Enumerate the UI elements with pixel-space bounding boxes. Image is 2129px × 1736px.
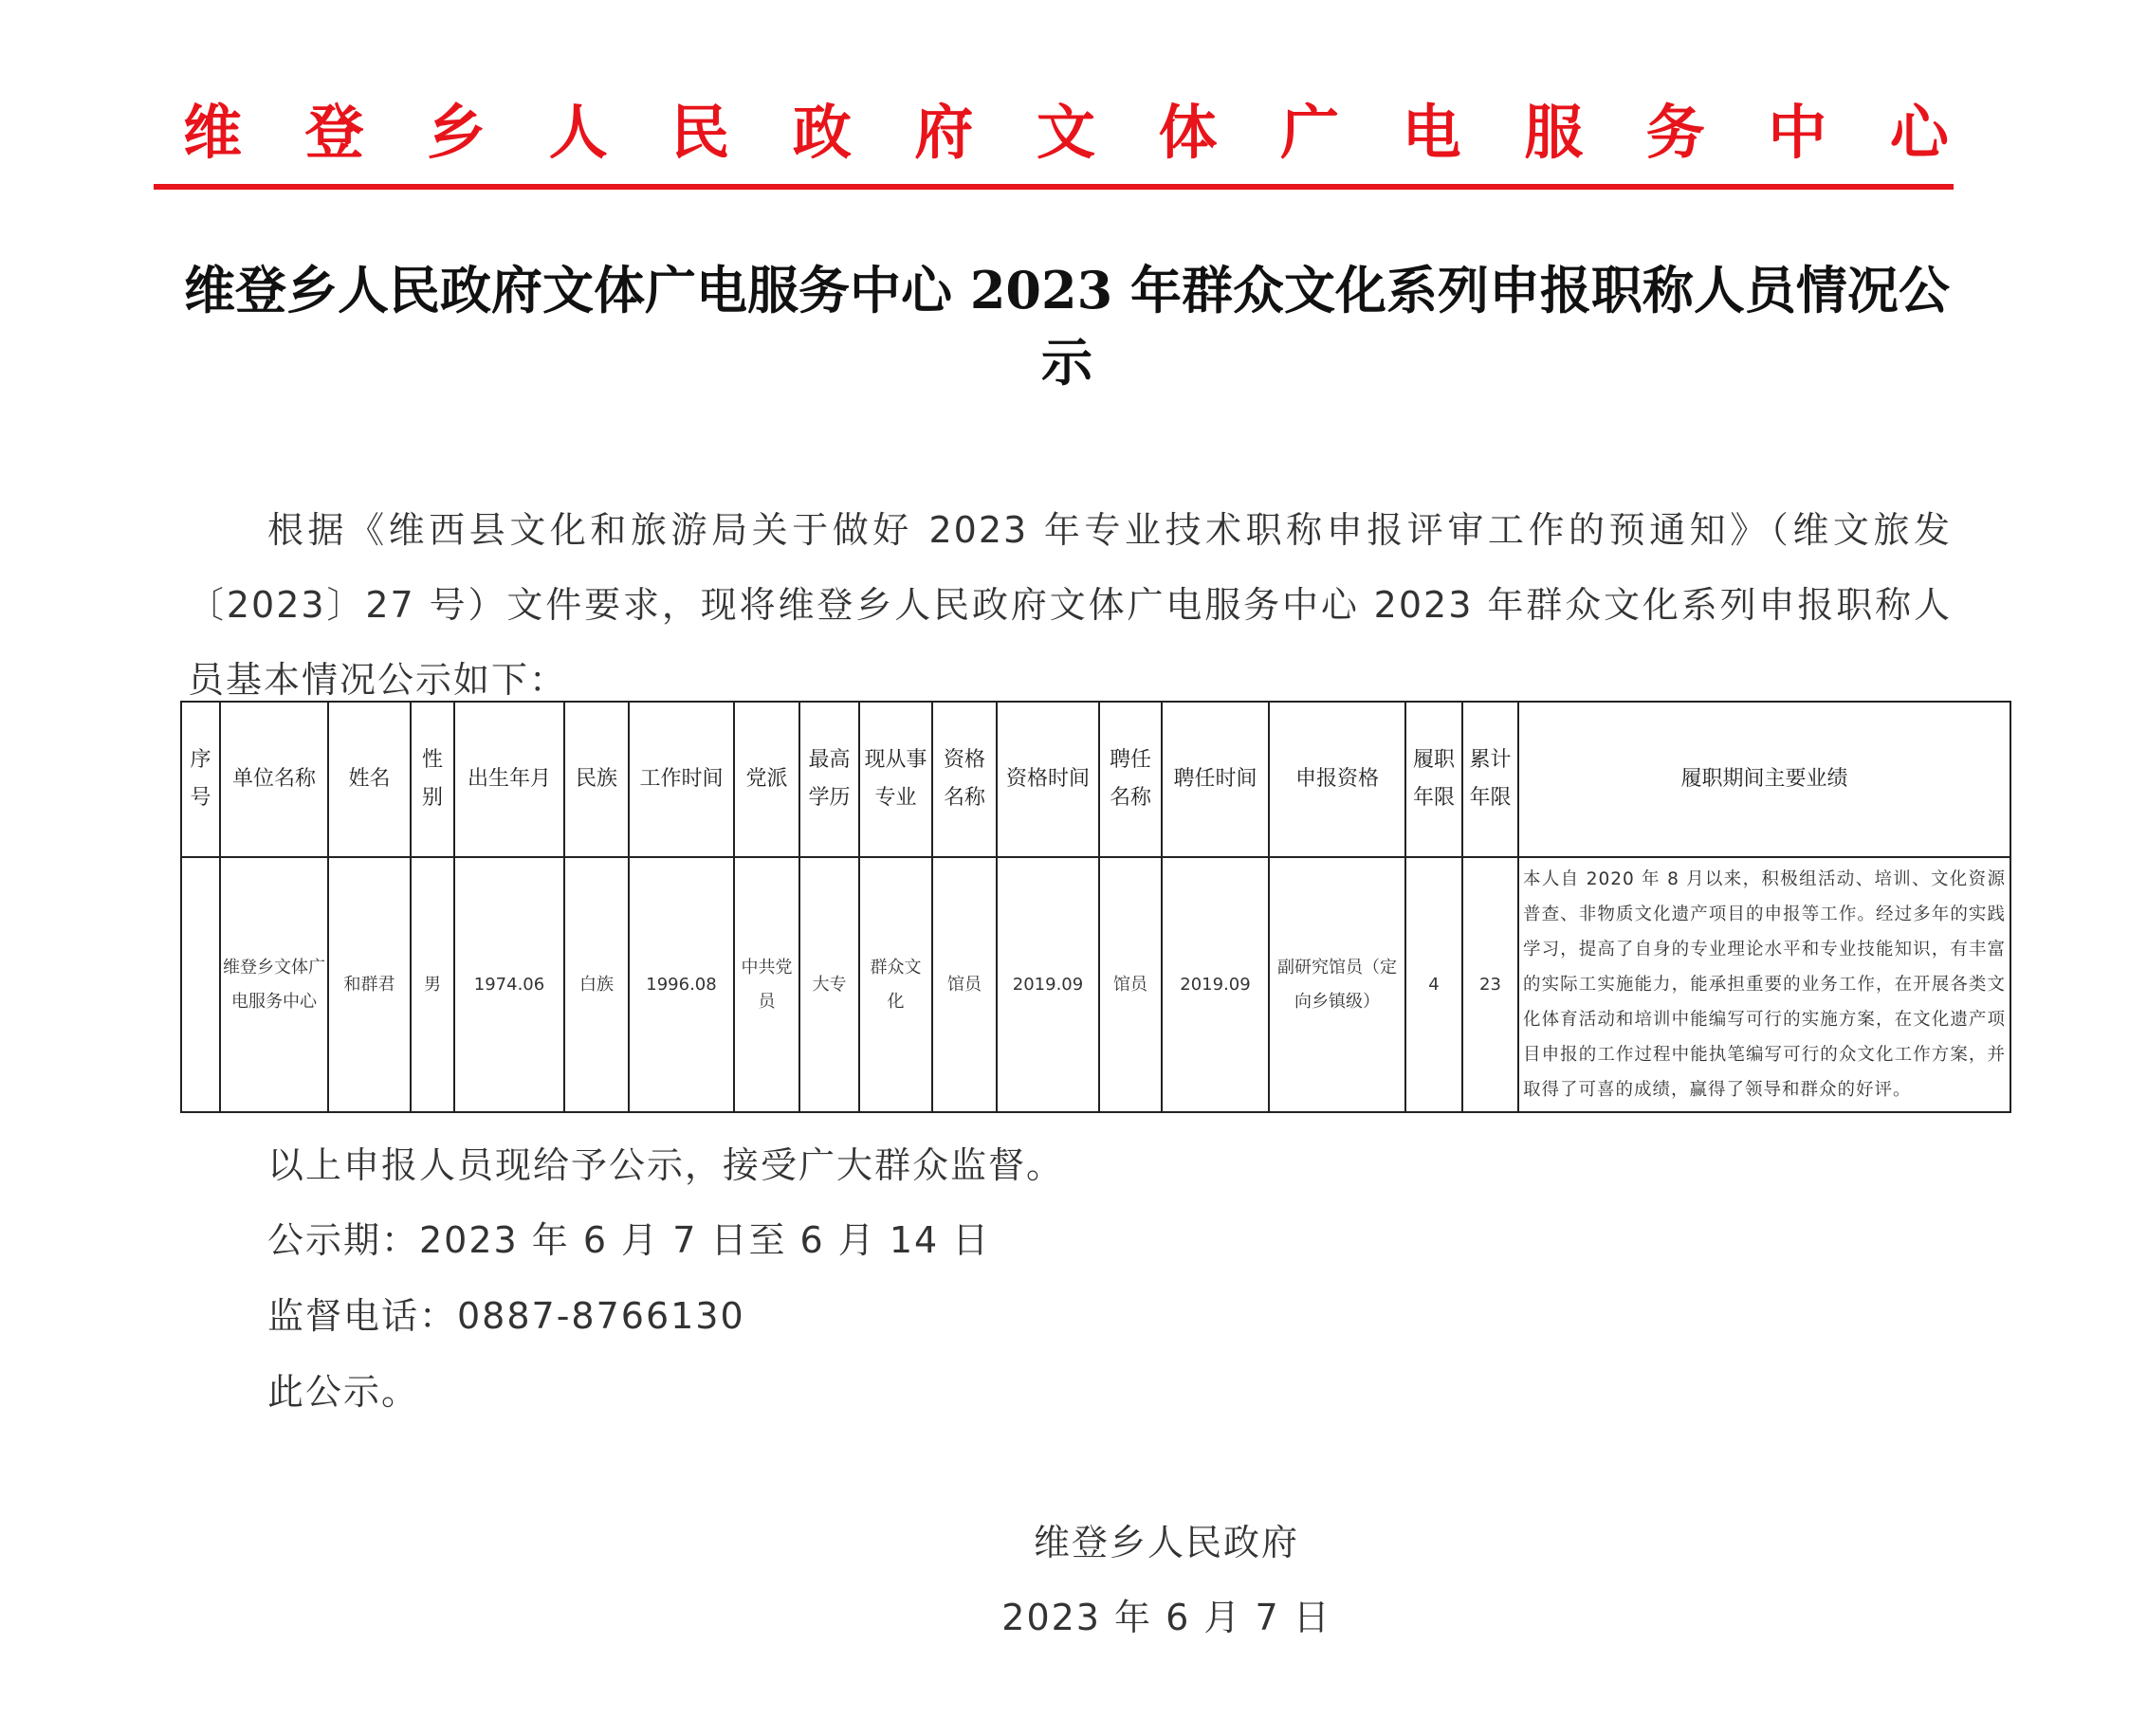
letterhead-char: 乡: [427, 98, 486, 167]
table-cell: 男: [411, 857, 454, 1112]
table-row: [181, 857, 2010, 1112]
letterhead-char: 广: [1280, 98, 1340, 167]
table-cell: 4: [1405, 857, 1462, 1112]
column-header: 聘任名称: [1099, 702, 1162, 857]
column-header: 履职期间主要业绩: [1518, 702, 2010, 857]
column-header: 出生年月: [454, 702, 564, 857]
table-cell: 馆员: [1099, 857, 1162, 1112]
closing-line: 以上申报人员现给予公示，接受广大群众监督。: [267, 1144, 1065, 1186]
letterhead-char: 电: [1402, 98, 1461, 167]
closing-line: 监督电话：0887-8766130: [267, 1295, 745, 1337]
column-header: 民族: [564, 702, 629, 857]
column-header: 姓名: [328, 702, 411, 857]
letterhead-char: 中: [1768, 98, 1827, 167]
table-cell: 维登乡文体广电服务中心: [220, 857, 328, 1112]
letterhead-char: 文: [1036, 98, 1095, 167]
column-header: 现从事专业: [859, 702, 932, 857]
column-header: 聘任时间: [1162, 702, 1269, 857]
table-cell: 23: [1462, 857, 1518, 1112]
column-header: 单位名称: [220, 702, 328, 857]
column-header: 最高学历: [799, 702, 859, 857]
document-title: 维登乡人民政府文体广电服务中心 2023 年群众文化系列申报职称人员情况公示: [184, 260, 1950, 393]
intro-paragraph: 根据《维西县文化和旅游局关于做好 2023 年专业技术职称申报评审工作的预通知》（维文旅发〔2023〕27 号）文件要求，现将维登乡人民政府文体广电服务中心 2023 年群众文化系列申报职称人员基本情况公示如下：: [188, 509, 1952, 701]
letterhead-char: 心: [1889, 98, 1949, 167]
column-header: 资格时间: [997, 702, 1099, 857]
table-cell: 白族: [564, 857, 629, 1112]
table-cell: 2019.09: [1162, 857, 1269, 1112]
table-cell: 大专: [799, 857, 859, 1112]
closing-line: 此公示。: [267, 1371, 420, 1413]
table-cell: 群众文化: [859, 857, 932, 1112]
letterhead-char: 务: [1645, 98, 1705, 167]
letterhead-char: 服: [1524, 98, 1584, 167]
table-cell: [181, 857, 220, 1112]
letterhead-char: 府: [914, 98, 974, 167]
letterhead-char: 维: [183, 98, 243, 167]
table-cell: 副研究馆员（定向乡镇级）: [1269, 857, 1405, 1112]
table-cell: 中共党员: [734, 857, 799, 1112]
applicant-table: [180, 701, 2011, 1113]
table-header-row: [181, 702, 2010, 857]
column-header: 工作时间: [629, 702, 734, 857]
column-header: 申报资格: [1269, 702, 1405, 857]
signature-date: 2023 年 6 月 7 日: [1001, 1597, 1331, 1638]
column-header: 累计年限: [1462, 702, 1518, 857]
table-cell: 和群君: [328, 857, 411, 1112]
letterhead-char: 体: [1158, 98, 1218, 167]
letterhead-char: 人: [548, 98, 608, 167]
column-header: 党派: [734, 702, 799, 857]
letterhead-divider: [154, 184, 1954, 190]
letterhead-char: 登: [304, 98, 364, 167]
table-cell: 1996.08: [629, 857, 734, 1112]
column-header: 履职年限: [1405, 702, 1462, 857]
letterhead: [183, 95, 1949, 171]
column-header: 序号: [181, 702, 220, 857]
column-header: 性别: [411, 702, 454, 857]
table-cell: 2019.09: [997, 857, 1099, 1112]
letterhead-char: 政: [792, 98, 852, 167]
letterhead-char: 民: [670, 98, 730, 167]
table-cell: 馆员: [932, 857, 997, 1112]
closing-line: 公示期：2023 年 6 月 7 日至 6 月 14 日: [267, 1219, 991, 1261]
column-header: 资格名称: [932, 702, 997, 857]
table-cell: 1974.06: [454, 857, 564, 1112]
signature-org: 维登乡人民政府: [1033, 1522, 1299, 1563]
table-cell: 本人自 2020 年 8 月以来，积极组活动、培训、文化资源普查、非物质文化遗产项目的申报等工作。经过多年的实践学习，提高了自身的专业理论水平和专业技能知识，有丰富的实际工实施能力，能承担重要的业务工作，在开展各类文化体育活动和培训中能编写可行的实施方案，在文化遗产项目申报的工作过程中能执笔编写可行的众文化工作方案，并取得了可喜的成绩，赢得了领导和群众的好评。: [1518, 857, 2010, 1112]
